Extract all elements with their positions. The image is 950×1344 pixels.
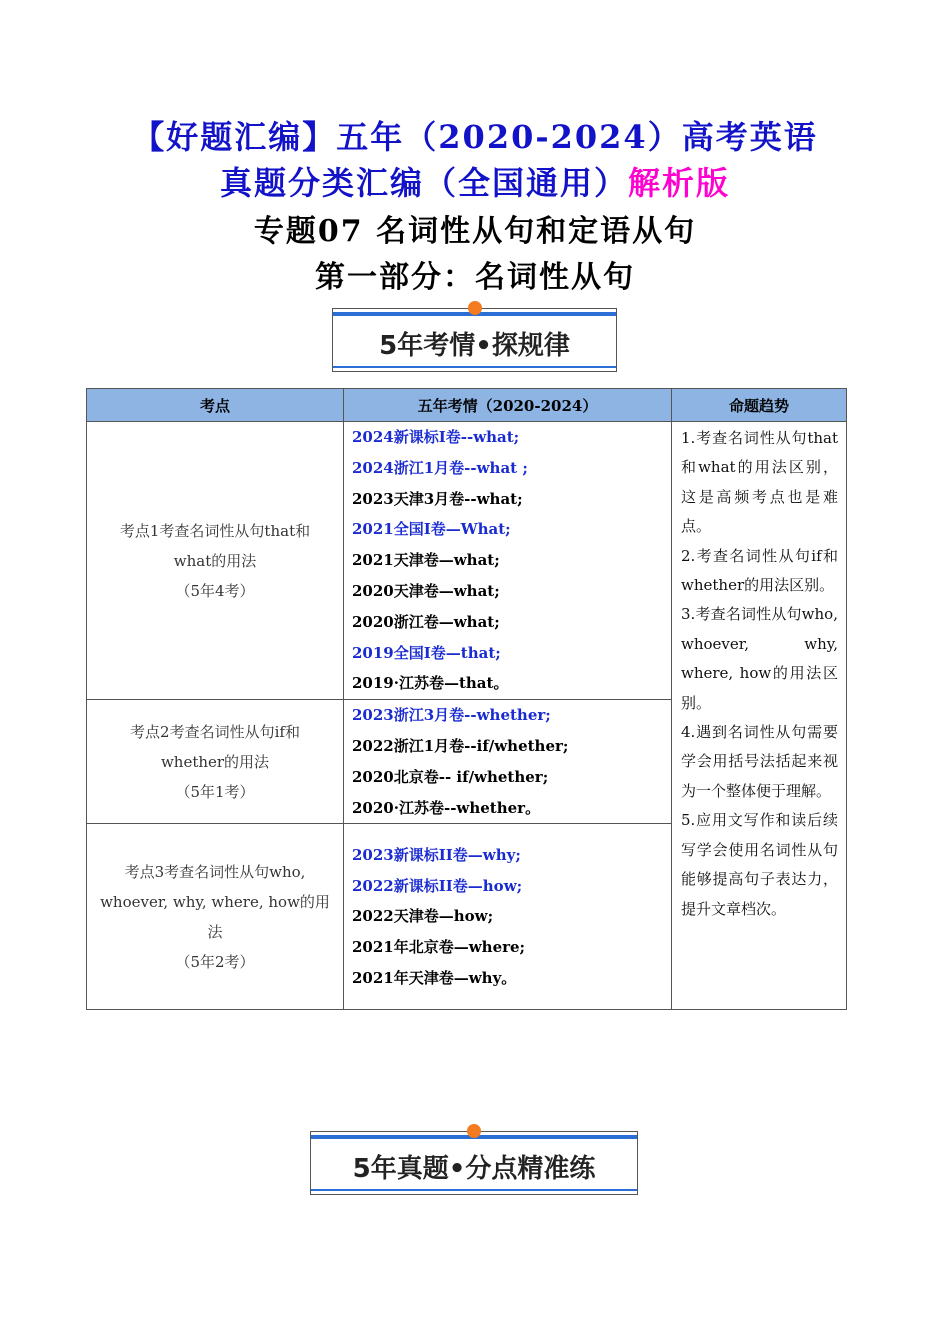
point-count: （5年4考） xyxy=(175,581,255,600)
banner-exam-trends xyxy=(332,308,617,372)
exam-item: 2021天津卷—what; xyxy=(352,551,500,570)
banner-bar-bottom xyxy=(311,1189,637,1191)
exam-item: 2024新课标I卷--what; xyxy=(352,428,520,446)
point-cell xyxy=(87,824,344,1010)
exam-analysis-table xyxy=(86,388,847,1010)
point-cell xyxy=(87,422,344,700)
title-line2-main: 真题分类汇编（全国通用） xyxy=(219,164,628,202)
banner-exam-practice xyxy=(310,1131,638,1195)
header-point: 考点 xyxy=(87,389,344,422)
banner-bar-bottom xyxy=(333,366,616,368)
exam-item: 2023浙江3月卷--whether; xyxy=(352,706,551,725)
exam-item: 2020北京卷-- if/whether; xyxy=(352,767,549,786)
exam-item: 2020浙江卷—what; xyxy=(352,612,500,631)
trend-item: 1.考查名词性从句that和what的用法区别，这是高频考点也是难点。 xyxy=(681,429,838,536)
banner-text: 5年考情•探规律 xyxy=(379,331,570,361)
exam-item: 2023天津3月卷--what; xyxy=(352,489,523,508)
point-count: （5年2考） xyxy=(175,952,255,971)
trend-cell xyxy=(672,422,847,1010)
exam-item: 2021年北京卷—where; xyxy=(352,938,526,957)
table-header-row xyxy=(87,389,847,422)
exam-item: 2022浙江1月卷--if/whether; xyxy=(352,736,569,755)
exam-items-cell xyxy=(344,824,672,1010)
point-line: whoever, why, where, how的用法 xyxy=(100,892,330,941)
header-trend: 命题趋势 xyxy=(672,389,847,422)
exam-item: 2023新课标II卷—why; xyxy=(352,845,521,864)
trend-item: 3.考查名词性从句who, whoever, why, where, how的用法区别。 xyxy=(681,605,838,712)
point-line: whether的用法 xyxy=(160,752,270,771)
exam-item: 2020·江苏卷--whether。 xyxy=(352,798,541,817)
trend-item: 5.应用文写作和读后续写学会使用名词性从句能够提高句子表达力，提升文章档次。 xyxy=(681,811,838,918)
point-cell xyxy=(87,700,344,824)
header-exam-history: 五年考情（2020-2024） xyxy=(344,389,672,422)
exam-item: 2022新课标II卷—how; xyxy=(352,876,523,895)
trend-item: 2.考查名词性从句if和whether的用法区别。 xyxy=(681,546,838,595)
banner-dot-icon xyxy=(467,1124,481,1138)
point-line: 考点2考查名词性从句if和 xyxy=(130,722,300,741)
exam-item: 2019·江苏卷—that。 xyxy=(352,674,509,693)
exam-items-cell xyxy=(344,700,672,824)
main-title-line2 xyxy=(0,158,950,204)
banner-dot-icon xyxy=(468,301,482,315)
title-line2-accent: 解析版 xyxy=(628,164,731,202)
exam-item: 2021全国I卷—What; xyxy=(352,520,511,539)
topic-title: 专题07 名词性从句和定语从句 xyxy=(253,214,697,249)
table-row xyxy=(87,422,847,700)
exam-item: 2019全国I卷—that; xyxy=(352,643,501,662)
trend-item: 4.遇到名词性从句需要学会用括号法括起来视为一个整体便于理解。 xyxy=(681,723,838,800)
exam-item: 2024浙江1月卷--what ; xyxy=(352,458,528,477)
point-count: （5年1考） xyxy=(175,782,255,801)
part-title: 第一部分：名词性从句 xyxy=(315,260,635,295)
banner-text: 5年真题•分点精准练 xyxy=(352,1154,596,1184)
exam-item: 2021年天津卷—why。 xyxy=(352,969,517,988)
point-line: 考点1考查名词性从句that和 xyxy=(119,521,311,540)
point-line: what的用法 xyxy=(173,551,257,570)
exam-item: 2020天津卷—what; xyxy=(352,581,500,600)
exam-item: 2022天津卷—how; xyxy=(352,907,494,926)
exam-items-cell xyxy=(344,422,672,700)
point-line: 考点3考查名词性从句who, xyxy=(124,862,306,881)
main-title-line1: 【好题汇编】五年（2020-2024）高考英语 xyxy=(132,118,818,156)
